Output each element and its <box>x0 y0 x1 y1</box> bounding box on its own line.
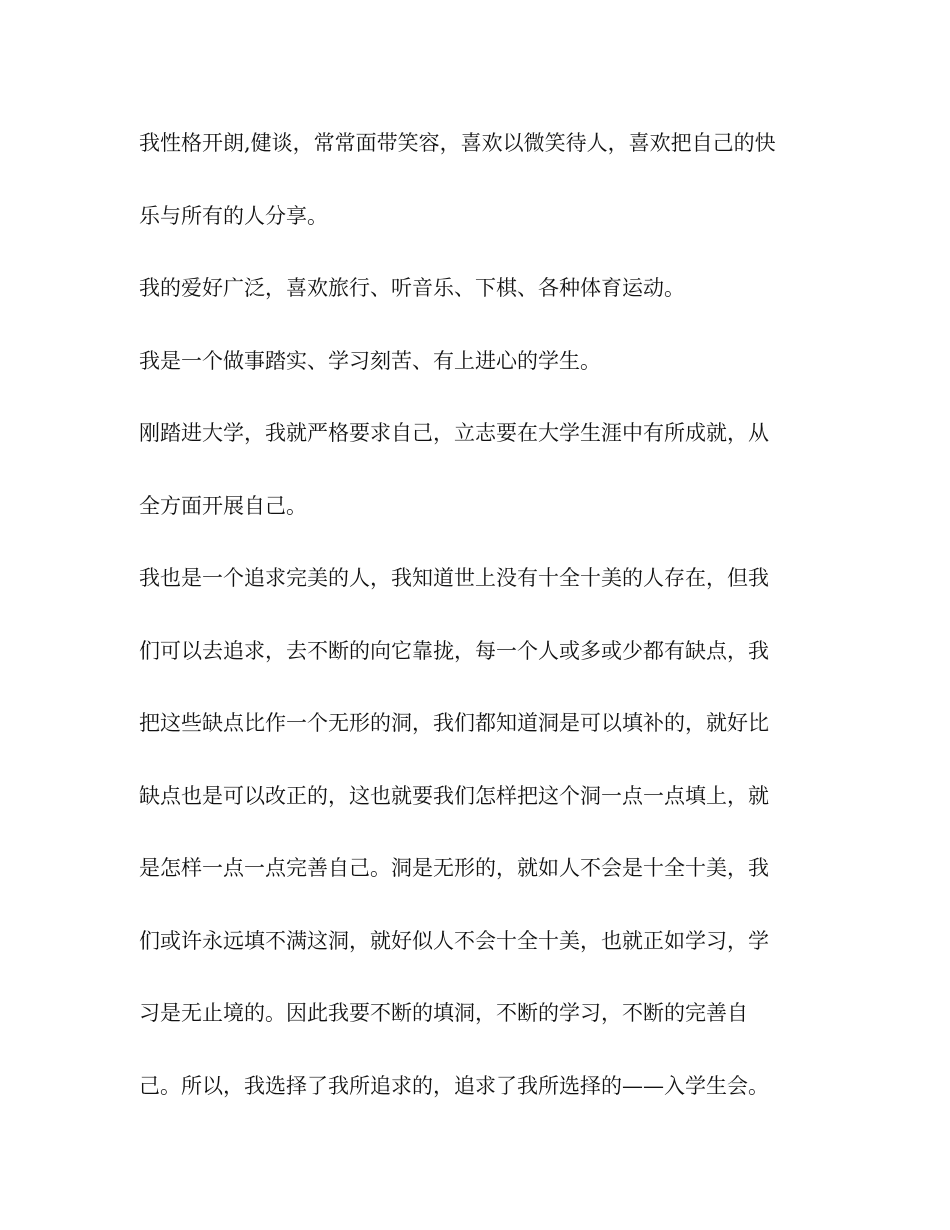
text-line: 我的爱好广泛，喜欢旅行、听音乐、下棋、各种体育运动。 <box>139 276 685 300</box>
text-line: 我性格开朗,健谈，常常面带笑容，喜欢以微笑待人，喜欢把自己的快 <box>139 131 776 155</box>
text-line: 全方面开展自己。 <box>139 494 307 518</box>
text-line: 我也是一个追求完美的人，我知道世上没有十全十美的人存在，但我 <box>139 566 769 590</box>
text-line: 们或许永远填不满这洞，就好似人不会十全十美，也就正如学习，学 <box>139 929 769 953</box>
text-line: 乐与所有的人分享。 <box>139 204 328 228</box>
text-line: 们可以去追求，去不断的向它靠拢，每一个人或多或少都有缺点，我 <box>139 639 769 663</box>
text-line: 把这些缺点比作一个无形的洞，我们都知道洞是可以填补的，就好比 <box>139 711 769 735</box>
text-line: 习是无止境的。因此我要不断的填洞，不断的学习，不断的完善自 <box>139 1001 748 1025</box>
text-line: 刚踏进大学，我就严格要求自己，立志要在大学生涯中有所成就，从 <box>139 421 769 445</box>
text-line: 己。所以，我选择了我所追求的，追求了我所选择的——入学生会。 <box>139 1074 769 1098</box>
text-line: 缺点也是可以改正的，这也就要我们怎样把这个洞一点一点填上，就 <box>139 784 769 808</box>
text-line: 是怎样一点一点完善自己。洞是无形的，就如人不会是十全十美，我 <box>139 856 769 880</box>
text-line: 我是一个做事踏实、学习刻苦、有上进心的学生。 <box>139 349 601 373</box>
